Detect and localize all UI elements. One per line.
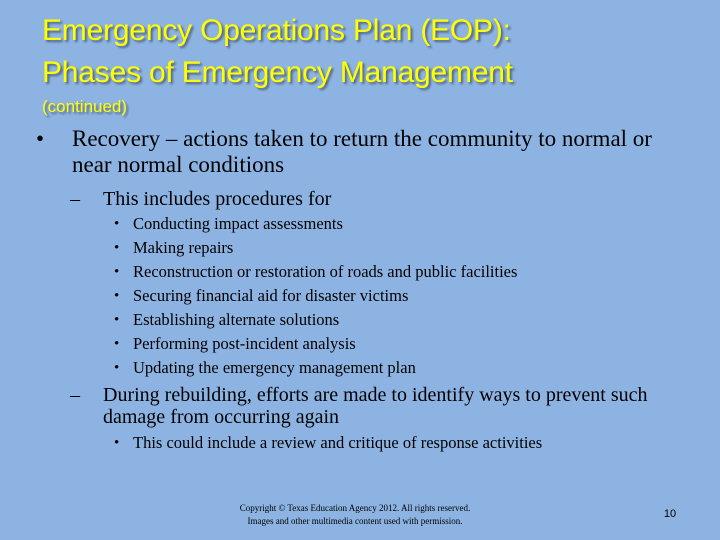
title-subtitle: (continued) xyxy=(42,97,128,116)
dash-icon: – xyxy=(70,188,80,210)
title-line-2: Phases of Emergency Management xyxy=(42,56,513,89)
bullet-recovery xyxy=(36,126,655,178)
list-item: • Making repairs xyxy=(114,236,517,260)
list-item: • Conducting impact assessments xyxy=(114,212,517,236)
bullet-dot-icon: • xyxy=(114,312,120,328)
subbullet-rebuilding-text: During rebuilding, efforts are made to identify ways to prevent such damage from occurring again xyxy=(103,384,648,428)
bullet-dot-icon: • xyxy=(114,240,120,256)
list-item: • Establishing alternate solutions xyxy=(114,308,517,332)
subbullet-includes xyxy=(70,188,680,210)
subbullet-includes-text: This includes procedures for xyxy=(103,188,332,210)
dash-icon: – xyxy=(70,384,80,406)
bullet-dot-icon: • xyxy=(114,264,120,280)
bullet-dot-icon: • xyxy=(114,336,120,352)
bullet-dot-icon: • xyxy=(114,288,120,304)
bullet-dot-icon: • xyxy=(114,435,120,451)
list-item: • Reconstruction or restoration of roads and public facilities xyxy=(114,260,517,284)
list-item: • Updating the emergency management plan xyxy=(114,356,517,380)
list-item: • Performing post-incident analysis xyxy=(114,332,517,356)
copyright-footer xyxy=(210,502,500,528)
slide-title xyxy=(42,10,702,118)
title-line-1: Emergency Operations Plan (EOP): xyxy=(42,14,511,47)
bullet-dot-icon: • xyxy=(36,126,45,151)
copyright-line-2: Images and other multimedia content used with permission. xyxy=(247,516,463,526)
copyright-line-1: Copyright © Texas Education Agency 2012. All rights reserved. xyxy=(239,503,471,513)
subbullet-rebuilding xyxy=(70,384,680,428)
list-item: • Securing financial aid for disaster victims xyxy=(114,284,517,308)
bullet-recovery-text: Recovery – actions taken to return the community to normal or near normal conditions xyxy=(72,126,652,177)
bullet-dot-icon: • xyxy=(114,216,120,232)
procedures-list xyxy=(114,212,517,380)
bullet-dot-icon: • xyxy=(114,360,120,376)
page-number: 10 xyxy=(663,508,677,520)
rebuilding-list xyxy=(114,431,542,455)
list-item: • This could include a review and critique of response activities xyxy=(114,431,542,455)
